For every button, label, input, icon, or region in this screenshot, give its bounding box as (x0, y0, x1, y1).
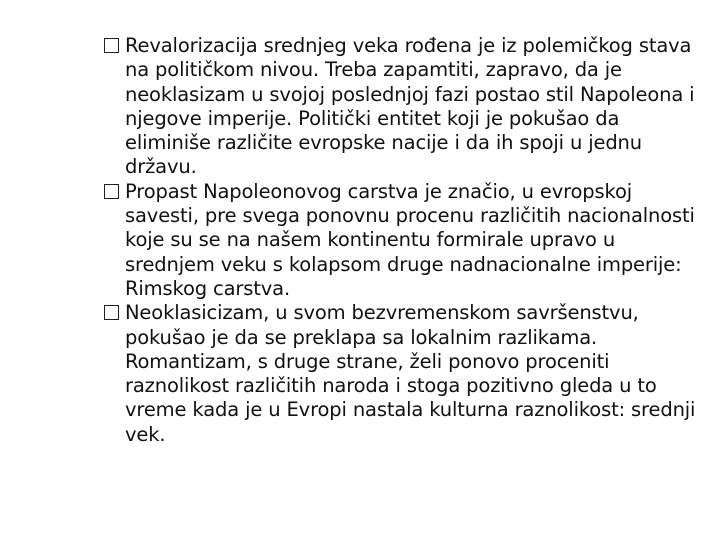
bullet-text-3: Neoklasicizam, u svom bezvremenskom savršenstvu, pokušao je da se preklapa sa lokalnim razlikama. Romantizam, s druge strane, želi ponovo proceniti raznolikost različitih naroda i stoga pozitivno gleda u to vreme kada je u Evropi nastala kulturna raznolikost: srednji vek. (125, 301, 696, 446)
square-bullet-icon (104, 184, 119, 199)
bullet-list (104, 34, 704, 447)
bullet-item-2 (104, 180, 704, 301)
bullet-text-1: Revalorizacija srednjeg veka rođena je iz polemičkog stava na političkom nivou. Treba zapamtiti, zapravo, da je neoklasizam u svojoj poslednjoj fazi postao stil Napoleona i njegove imperije. Politički entitet koji je pokušao da eliminiše različite evropske nacije i da ih spoji u jednu državu. (125, 34, 695, 179)
bullet-item-1 (104, 34, 704, 180)
bullet-text-2: Propast Napoleonovog carstva je značio, u evropskoj savesti, pre svega ponovnu procenu različitih nacionalnosti koje su se na našem kontinentu formirale upravo u srednjem veku s kolapsom druge nadnacionalne imperije: Rimskog carstva. (125, 179, 695, 300)
bullet-item-3 (104, 301, 704, 447)
square-bullet-icon (104, 38, 119, 53)
square-bullet-icon (104, 305, 119, 320)
